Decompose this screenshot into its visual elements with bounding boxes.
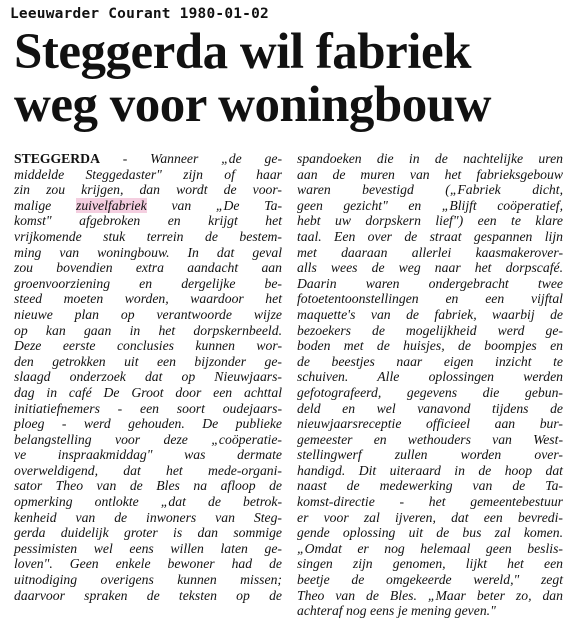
article-line: zou bovendien extra aandacht aan bbox=[14, 260, 282, 276]
article-line: aan de muren van het fabrieksgebouw bbox=[297, 166, 563, 182]
article-line: vrijkomende stuk terrein de bestem- bbox=[14, 228, 282, 244]
article-line: schuiven. Alle oplossingen werden bbox=[297, 369, 563, 385]
article-line: bezoekers de mogelijkheid werd ge- bbox=[297, 322, 563, 338]
article-line: initiatiefnemers - een soort oudejaars- bbox=[14, 400, 282, 416]
headline-line-2: weg voor woningbouw bbox=[14, 77, 491, 133]
article-line: nieuwjaarsreceptie officieel aan bur- bbox=[297, 416, 563, 432]
article-line: uitnodiging overigens kunnen missen; bbox=[14, 572, 282, 588]
article-line: ploeg - werd gehouden. De publieke bbox=[14, 416, 282, 432]
article-line: zin zou krijgen, dan wordt de voor- bbox=[14, 182, 282, 198]
article-line: maquette's van de fabriek, waarbij de bbox=[297, 306, 563, 322]
article-line: op kan gaan in het dorpskernbeeld. bbox=[14, 322, 282, 338]
article-line: ve inspraakmiddag" was dermate bbox=[14, 447, 282, 463]
article-line: overweldigend, dat het mede-organi- bbox=[14, 462, 282, 478]
highlighted-term: zuivelfabriek bbox=[76, 197, 147, 213]
article-line: komst" afgebroken en krijgt het bbox=[14, 213, 282, 229]
source-line: Leeuwarder Courant 1980-01-02 bbox=[10, 6, 269, 22]
article-line: gefotografeerd, gegevens die gebun- bbox=[297, 384, 563, 400]
article-line: boden met de huisjes, de boompjes en bbox=[297, 338, 563, 354]
article-line: dag in café De Groot door een achttal bbox=[14, 384, 282, 400]
article-line: malige zuivelfabriek van „De Ta- bbox=[14, 197, 282, 213]
article-line: nieuwe plan op verantwoorde wijze bbox=[14, 306, 282, 322]
article-right-column bbox=[297, 151, 563, 619]
article-line: kenheid van de inwoners van Steg- bbox=[14, 509, 282, 525]
article-line: sator Theo van de Bles na afloop de bbox=[14, 478, 282, 494]
article-line: naast de medewerking van de Ta- bbox=[297, 478, 563, 494]
article-line: opmerking ontlokte „dat de betrok- bbox=[14, 494, 282, 510]
article-line: alls wees de weg naar het dorpscafé. bbox=[297, 260, 563, 276]
article-left-column bbox=[14, 151, 282, 603]
article-line: pessimisten wel eens willen laten ge- bbox=[14, 540, 282, 556]
article-line: daarvoor spraken de teksten op de bbox=[14, 587, 282, 603]
article-line: steed moeten worden, waardoor het bbox=[14, 291, 282, 307]
article-line: met daaraan allerlei kaasmakerover- bbox=[297, 244, 563, 260]
article-line: handigd. Dit uiteraard in de hoop dat bbox=[297, 462, 563, 478]
article-line: den getrokken uit een bijzonder ge- bbox=[14, 353, 282, 369]
article-line: stellingwerf zullen worden over- bbox=[297, 447, 563, 463]
article-line: beetje de omgekeerde wereld," zegt bbox=[297, 572, 563, 588]
article-line: groenvoorziening en dergelijke be- bbox=[14, 275, 282, 291]
article-line: gende oplossing uit de bus zal komen. bbox=[297, 525, 563, 541]
article-line: gemeester en wethouders van West- bbox=[297, 431, 563, 447]
article-line: spandoeken die in de nachtelijke uren bbox=[297, 151, 563, 166]
article-line: loven". Geen enkele bewoner had de bbox=[14, 556, 282, 572]
article-line: STEGGERDA - Wanneer „de ge- bbox=[14, 151, 282, 166]
headline-line-1: Steggerda wil fabriek bbox=[14, 24, 471, 80]
article-line: Daarin waren ondergebracht twee bbox=[297, 275, 563, 291]
article-line: de beestjes naar eigen inzicht te bbox=[297, 353, 563, 369]
article-line: taal. Een over de straat gespannen lijn bbox=[297, 228, 563, 244]
article-line: hebt uw dorpskern lief") een te klare bbox=[297, 213, 563, 229]
article-line: belangstelling voor deze „coöperatie- bbox=[14, 431, 282, 447]
article-line: fotoetentoonstellingen en een vijftal bbox=[297, 291, 563, 307]
article-line: er voor zal ijveren, dat een bevredi- bbox=[297, 509, 563, 525]
article-line: middelde Steggedaster" zijn of haar bbox=[14, 166, 282, 182]
article-line: achteraf nog eens je mening geven." bbox=[297, 603, 496, 619]
article-line: ming van woningbouw. In dat geval bbox=[14, 244, 282, 260]
article-line: waren bevestigd („Fabriek dicht, bbox=[297, 182, 563, 198]
article-line: slaagd onderzoek dat op Nieuwjaars- bbox=[14, 369, 282, 385]
article-line: Deze eerste conclusies kunnen wor- bbox=[14, 338, 282, 354]
article-line: komst-directie - het gemeentebestuur bbox=[297, 494, 563, 510]
article-line: singen zijn genomen, lijkt het een bbox=[297, 556, 563, 572]
article-line: Theo van de Bles. „Maar beter zo, dan bbox=[297, 587, 563, 603]
article-line: deld en wel vanavond tijdens de bbox=[297, 400, 563, 416]
headline bbox=[14, 26, 570, 132]
article-line: „Omdat er nog helemaal geen beslis- bbox=[297, 540, 563, 556]
article-line: geen gezicht" en „Blijft coöperatief, bbox=[297, 197, 563, 213]
dateline: STEGGERDA bbox=[14, 151, 100, 166]
article-line: gerda duidelijk groter is dan sommige bbox=[14, 525, 282, 541]
